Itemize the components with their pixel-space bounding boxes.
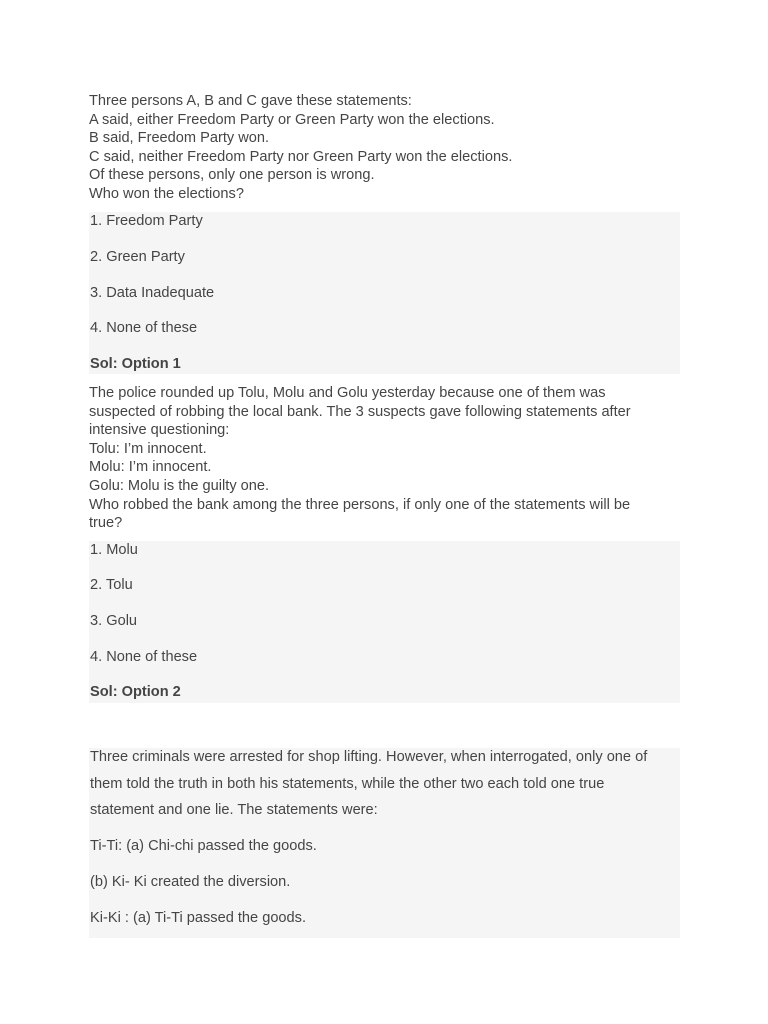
question-line: Ti-Ti: (a) Chi-chi passed the goods. [90, 838, 317, 854]
question-3-text [89, 748, 680, 938]
option-4: 4. None of these [90, 649, 198, 665]
question-line: Ki-Ki : (a) Ti-Ti passed the goods. [90, 910, 307, 926]
question-line: them told the truth in both his statements, while the other two each told one true [90, 776, 605, 792]
question-line: Who robbed the bank among the three persons, if only one of the statements will be [89, 496, 631, 513]
question-1-text [89, 92, 680, 204]
question-line: Molu: I’m innocent. [89, 459, 212, 476]
option-1: 1. Freedom Party [90, 213, 203, 229]
question-line: Tolu: I’m innocent. [89, 440, 207, 457]
question-line: The police rounded up Tolu, Molu and Golu yesterday because one of them was [89, 385, 606, 401]
solution-label: Sol: Option 1 [90, 356, 181, 372]
question-line: Who won the elections? [89, 185, 244, 202]
solution-label: Sol: Option 2 [90, 684, 181, 700]
option-2: 2. Tolu [90, 577, 133, 593]
question-2-options [89, 541, 680, 703]
question-line: (b) Ki- Ki created the diversion. [90, 874, 291, 890]
option-1: 1. Molu [90, 542, 138, 558]
question-2-text [89, 384, 680, 533]
option-4: 4. None of these [90, 320, 198, 336]
question-line: Of these persons, only one person is wrong. [89, 167, 375, 184]
option-3: 3. Data Inadequate [90, 285, 215, 301]
question-line: Golu: Molu is the guilty one. [89, 477, 270, 494]
question-line: true? [89, 515, 123, 532]
question-line: suspected of robbing the local bank. The 3 suspects gave following statements after [89, 403, 631, 420]
question-1-options [89, 212, 680, 374]
option-3: 3. Golu [90, 613, 138, 629]
question-line: B said, Freedom Party won. [89, 130, 270, 147]
question-line: Three persons A, B and C gave these statements: [89, 93, 412, 109]
question-line: intensive questioning: [89, 422, 230, 439]
question-line: statement and one lie. The statements were: [90, 802, 378, 818]
option-2: 2. Green Party [90, 249, 185, 265]
question-line: A said, either Freedom Party or Green Party won the elections. [89, 111, 495, 128]
question-line: C said, neither Freedom Party nor Green Party won the elections. [89, 148, 513, 165]
question-line: Three criminals were arrested for shop lifting. However, when interrogated, only one of [90, 749, 648, 765]
